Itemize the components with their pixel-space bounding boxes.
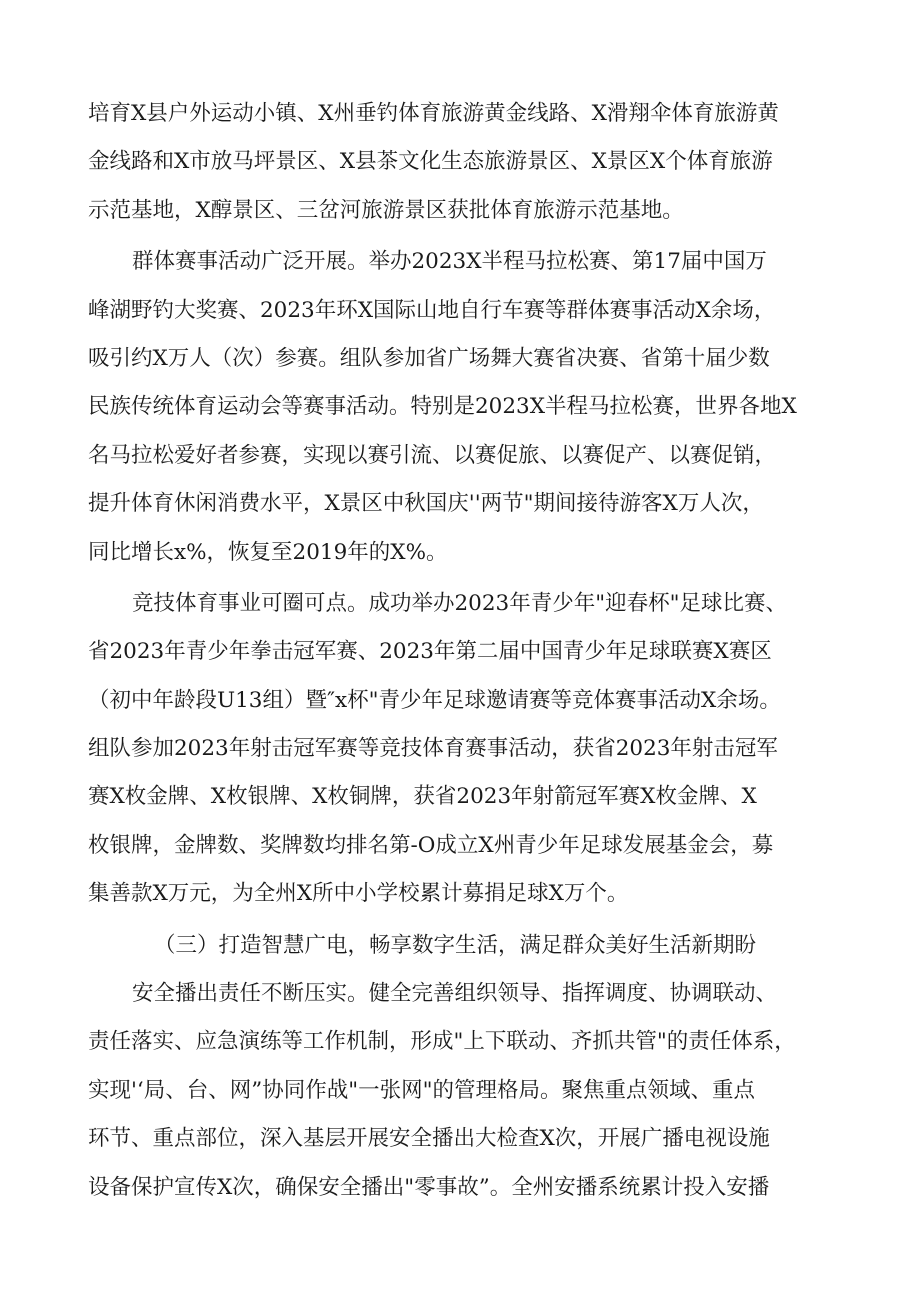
text-line: 金线路和X市放马坪景区、X县茶文化生态旅游景区、X景区X个体育旅游 <box>88 149 773 175</box>
text-line: 竞技体育事业可圈可点。成功举办2023年青少年"迎春杯"足球比赛、 <box>132 590 787 616</box>
document-page <box>88 90 830 1212</box>
text-line: 集善款X万元，为全州X所中小学校累计募捐足球X万个。 <box>88 881 629 907</box>
paragraph-competitive-sports <box>88 580 830 919</box>
text-line: 提升体育休闲消费水平，X景区中秋国庆''两节"期间接待游客X万人次， <box>88 491 764 517</box>
text-line: 示范基地，X醇景区、三岔河旅游景区获批体育旅游示范基地。 <box>88 197 684 223</box>
paragraph-tourism-continued <box>88 90 830 235</box>
text-line: 培育X县户外运动小镇、X州垂钓体育旅游黄金线路、X滑翔伞体育旅游黄 <box>88 101 779 126</box>
text-line: 责任落实、应急演练等工作机制，形成"上下联动、齐抓共管"的责任体系， <box>88 1029 796 1055</box>
text-line: 设备保护宣传X次，确保安全播出"零事故”。全州安播系统累计投入安播 <box>88 1174 770 1200</box>
section-three-heading: （三）打造智慧广电，畅享数字生活，满足群众美好生活新期盼 <box>154 932 757 958</box>
paragraph-broadcast-safety <box>88 970 830 1212</box>
paragraph-mass-sports-events <box>88 238 830 577</box>
text-line: 峰湖野钓大奖赛、2023年环X国际山地自行车赛等群体赛事活动X余场， <box>88 297 776 323</box>
section-heading <box>88 922 830 970</box>
text-line: 组队参加2023年射击冠军赛等竞技体育赛事活动，获省2023年射击冠军 <box>88 736 778 762</box>
text-line: 安全播出责任不断压实。健全完善组织领导、指挥调度、协调联动、 <box>132 981 778 1007</box>
text-line: 名马拉松爱好者参赛，实现以赛引流、以赛促旅、以赛促产、以赛促销， <box>88 442 777 468</box>
text-line: 民族传统体育运动会等赛事活动。特别是2023X半程马拉松赛，世界各地X <box>88 394 797 420</box>
text-line: 省2023年青少年拳击冠军赛、2023年第二届中国青少年足球联赛X赛区 <box>88 639 772 665</box>
text-line: 吸引约X万人（次）参赛。组队参加省广场舞大赛省决赛、省第十届少数 <box>88 345 770 371</box>
text-line: 实现'‘局、台、网”协同作战"一张网"的管理格局。聚焦重点领域、重点 <box>88 1077 756 1103</box>
text-line: 环节、重点部位，深入基层开展安全播出大检查X次，开展广播电视设施 <box>88 1126 770 1152</box>
text-line: 赛X枚金牌、X枚银牌、X枚铜牌，获省2023年射箭冠军赛X枚金牌、X <box>88 784 757 810</box>
text-line: 群体赛事活动广泛开展。举办2023X半程马拉松赛、第17届中国万 <box>132 249 767 275</box>
text-line: 同比增长x%，恢复至2019年的X%。 <box>88 539 448 565</box>
text-line: 枚银牌，金牌数、奖牌数均排名第-O成立X州青少年足球发展基金会，募 <box>88 832 774 858</box>
text-line: （初中年龄段U13组）暨″x杯"青少年足球邀请赛等竞体赛事活动X余场。 <box>88 687 781 713</box>
